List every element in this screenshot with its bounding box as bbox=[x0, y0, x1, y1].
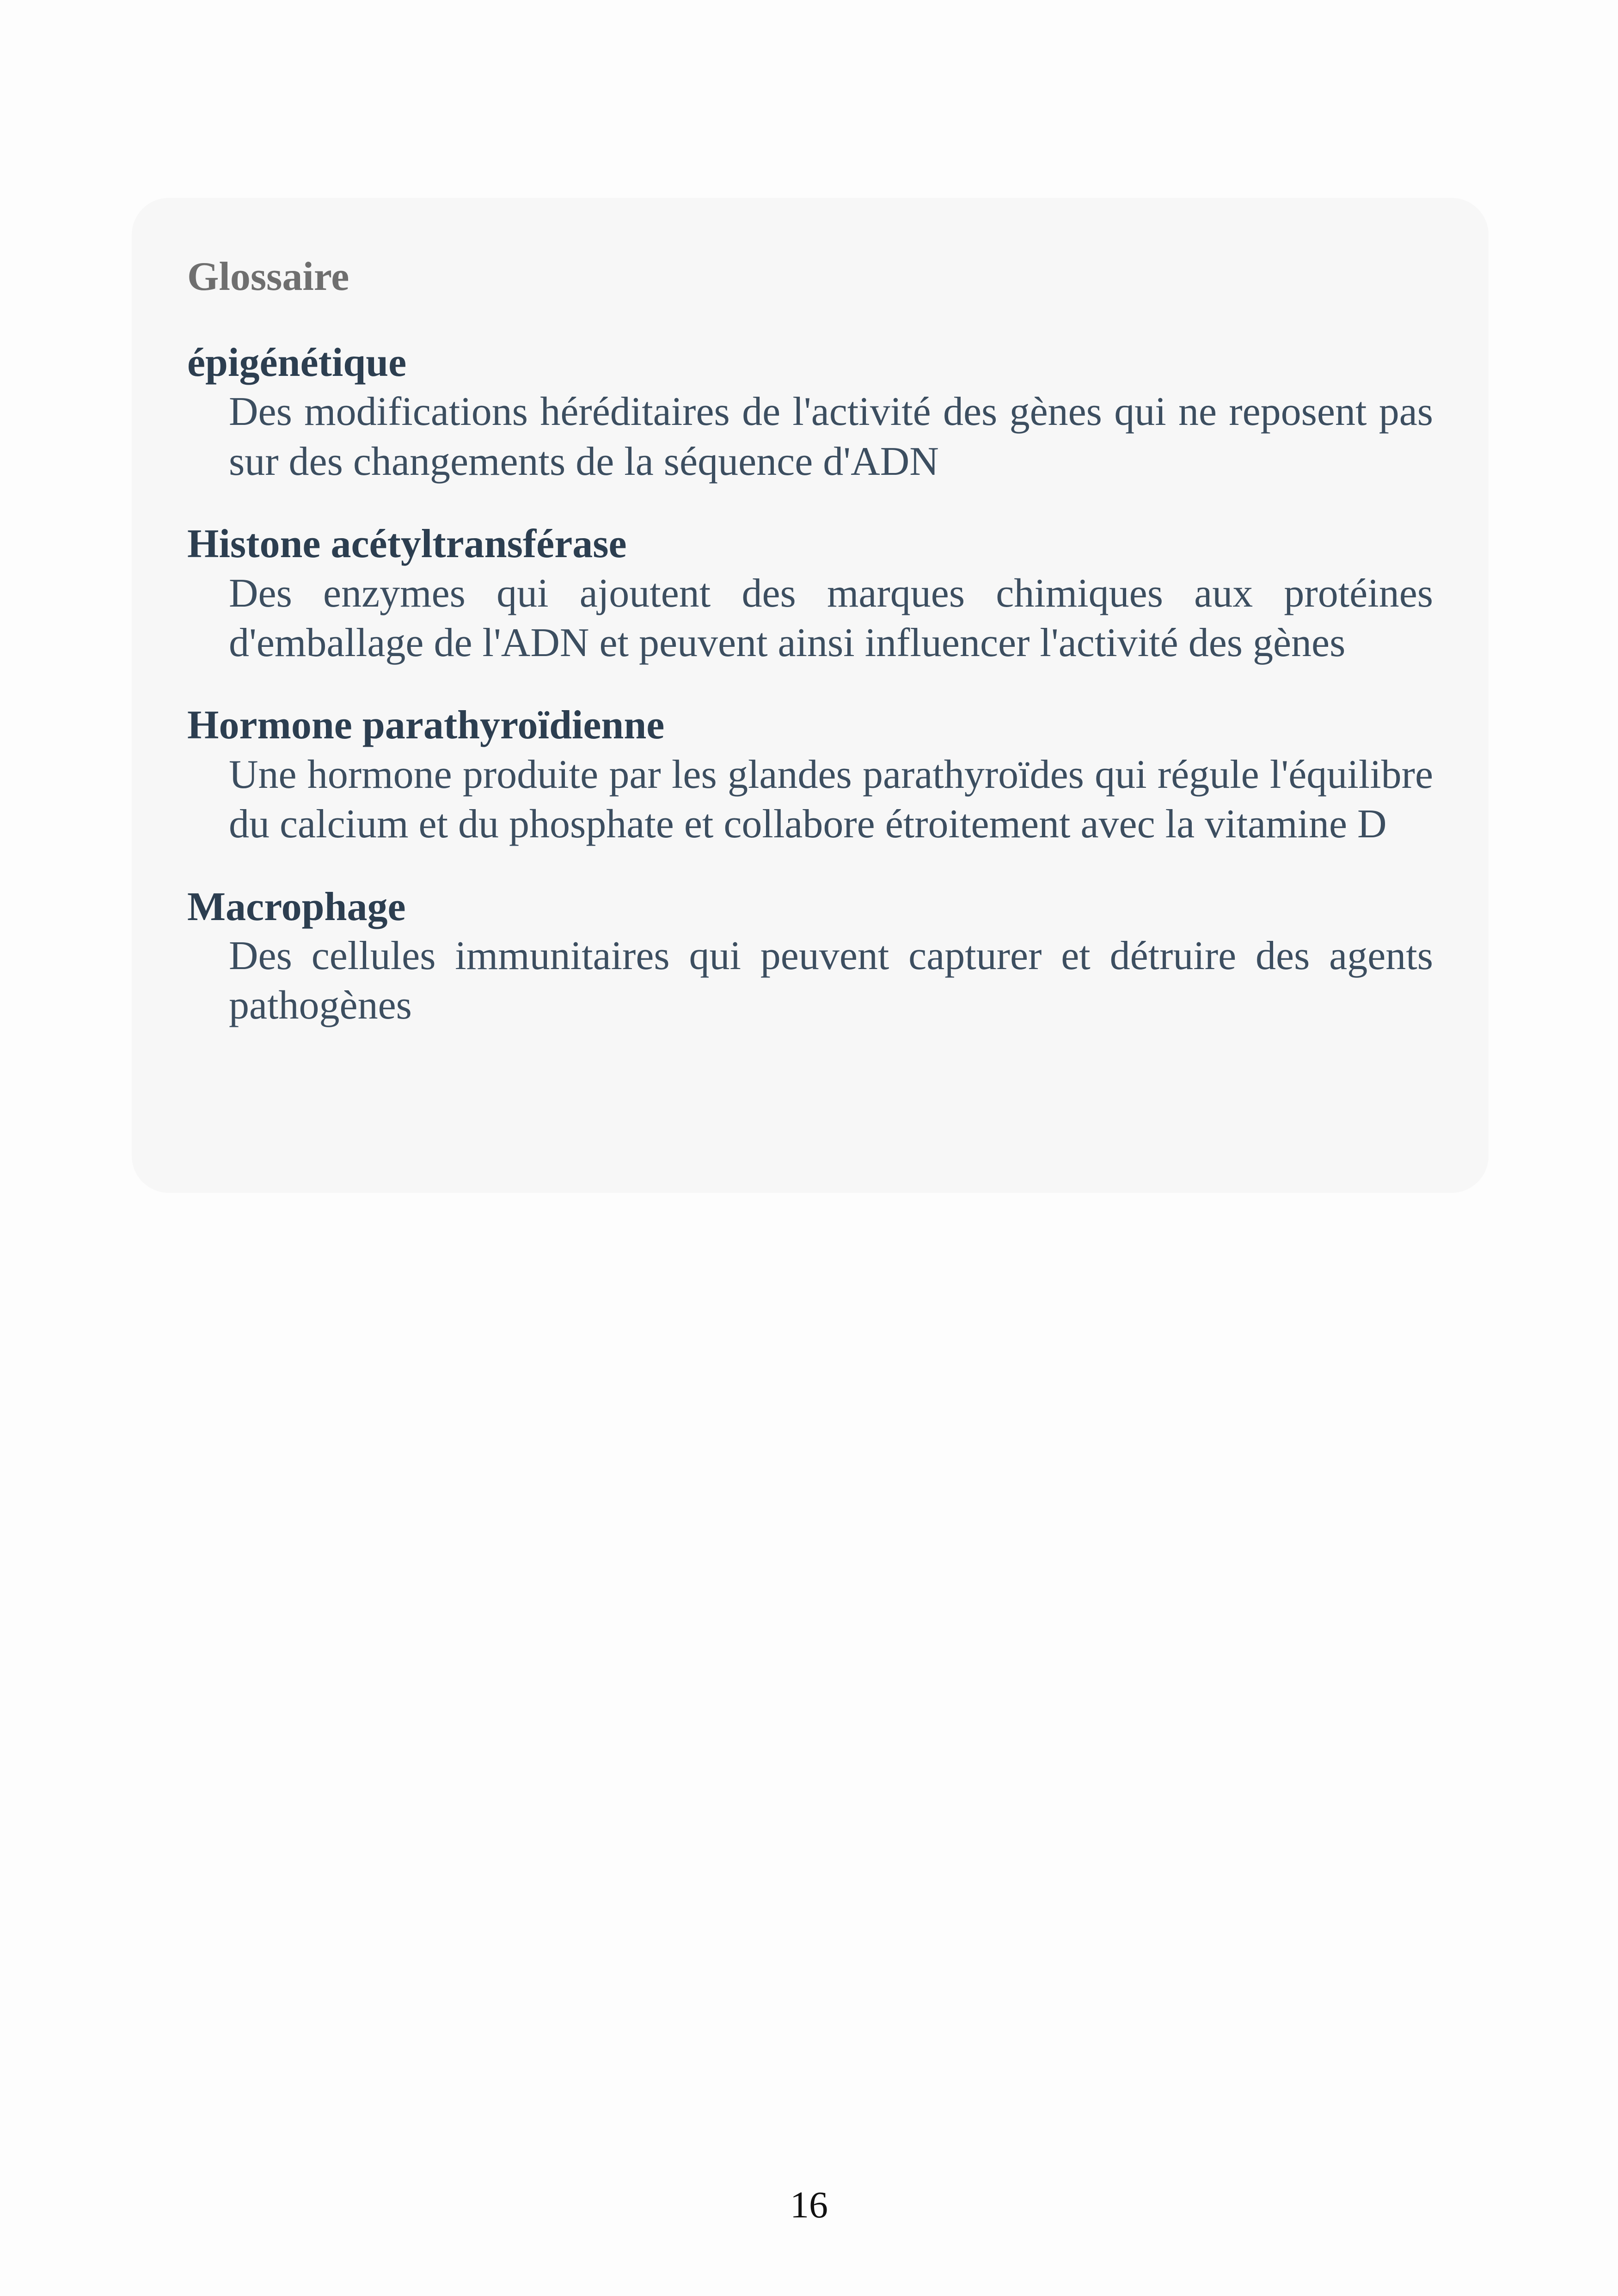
glossary-definition: Des modifications héréditaires de l'activité des gènes qui ne reposent pas sur des changements de la séquence d'ADN bbox=[229, 389, 1433, 484]
glossary-term: Macrophage bbox=[187, 884, 406, 929]
glossary-box bbox=[132, 198, 1489, 1193]
glossary-definition: Des enzymes qui ajoutent des marques chimiques aux protéines d'emballage de l'ADN et peuvent ainsi influencer l'activité des gènes bbox=[229, 571, 1433, 665]
glossary-entry bbox=[187, 701, 1433, 849]
glossary-entry bbox=[187, 883, 1433, 1031]
glossary-definition: Des cellules immunitaires qui peuvent capturer et détruire des agents pathogènes bbox=[229, 933, 1433, 1028]
glossary-term: Hormone parathyroïdienne bbox=[187, 703, 665, 748]
glossary-heading: Glossaire bbox=[187, 254, 349, 299]
glossary-entry bbox=[187, 520, 1433, 668]
glossary-entry bbox=[187, 338, 1433, 486]
glossary-term: Histone acétyltransférase bbox=[187, 521, 627, 566]
page-number: 16 bbox=[790, 2184, 828, 2226]
glossary-term: épigénétique bbox=[187, 340, 407, 385]
glossary-definition: Une hormone produite par les glandes parathyroïdes qui régule l'équilibre du calcium et du phosphate et collabore étroitement avec la vitamine D bbox=[229, 752, 1433, 847]
